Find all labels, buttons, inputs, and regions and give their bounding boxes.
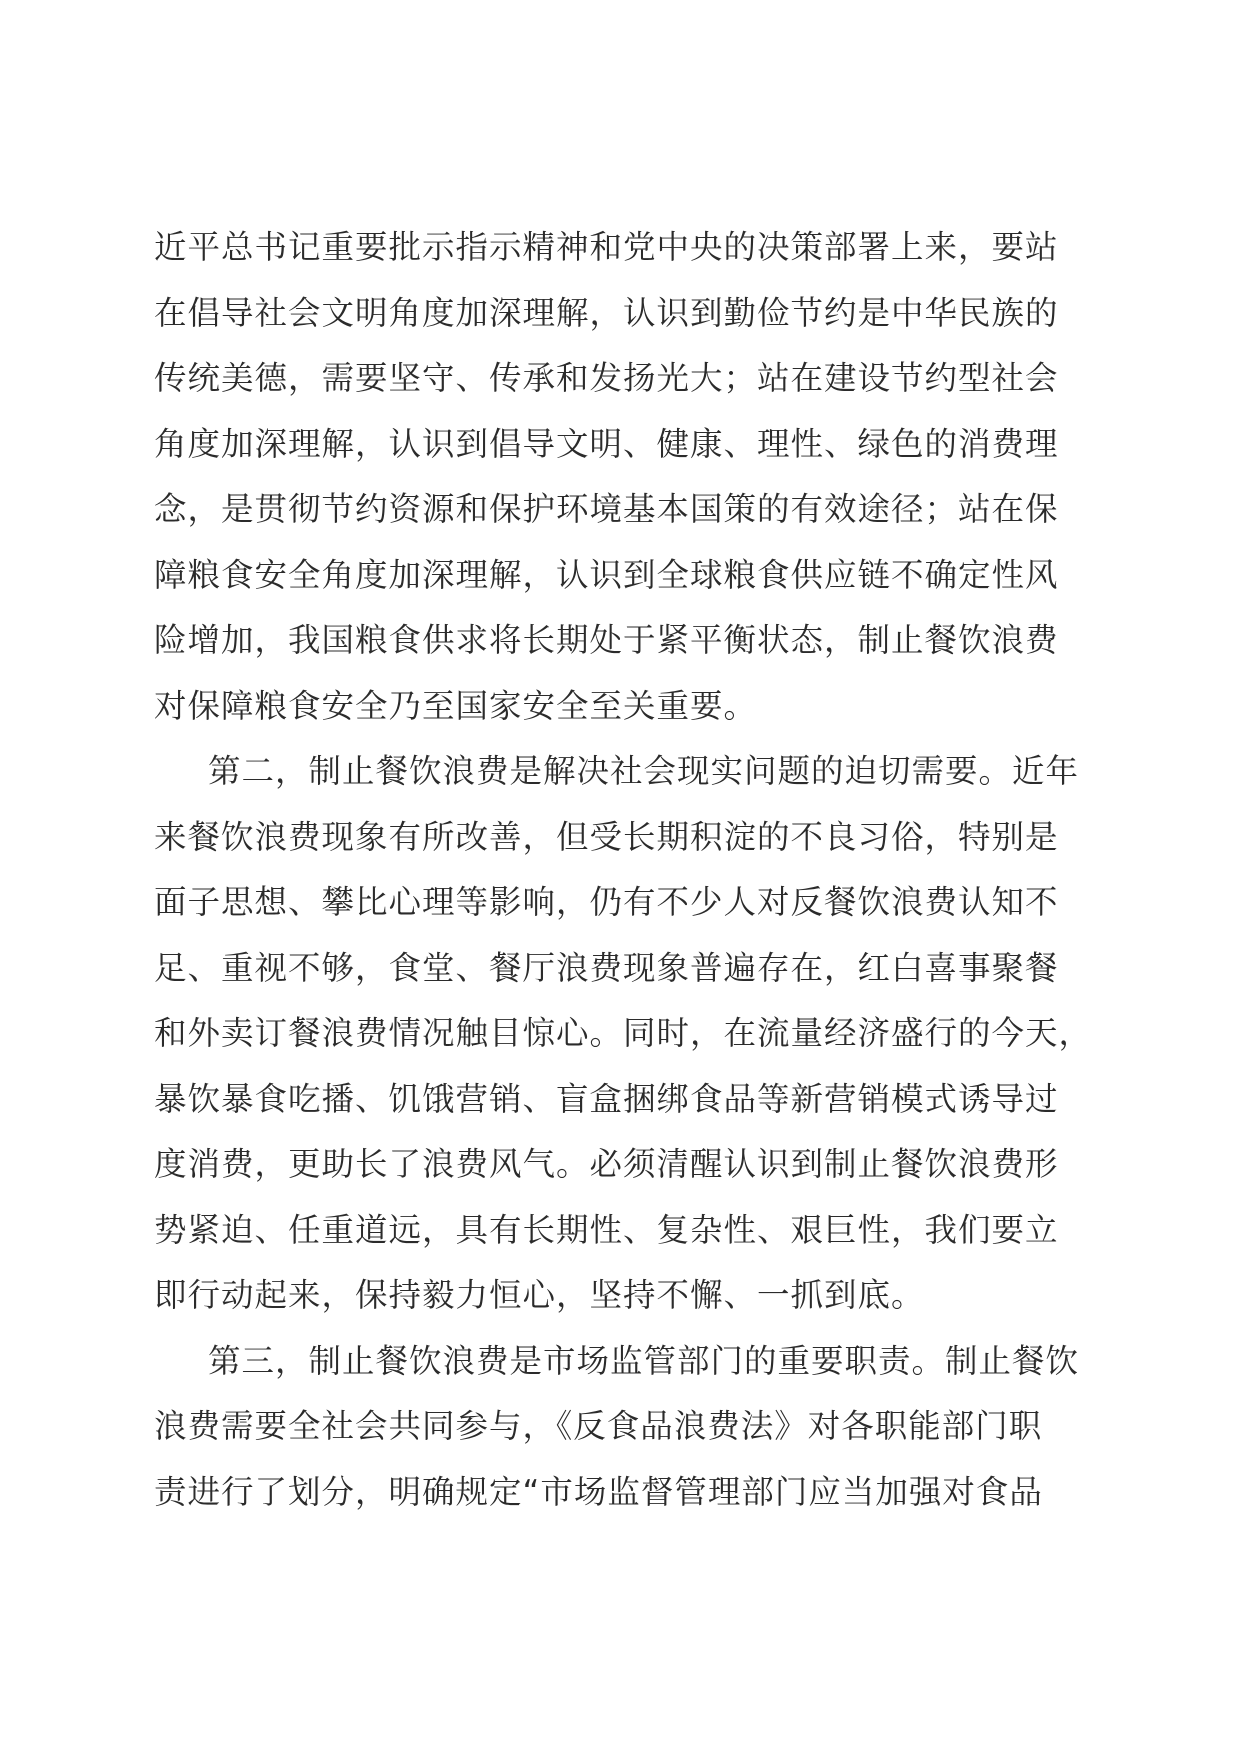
text-line: 来餐饮浪费现象有所改善，但受长期积淀的不良习俗，特别是 (154, 817, 1059, 856)
text-line: 势紧迫、任重道远，具有长期性、复杂性、艰巨性，我们要立 (154, 1210, 1059, 1249)
text-line-first: 第三，制止餐饮浪费是市场监管部门的重要职责。制止餐饮 (208, 1341, 1080, 1380)
text-line: 度消费，更助长了浪费风气。必须清醒认识到制止餐饮浪费形 (154, 1145, 1059, 1183)
text-line: 责进行了划分，明确规定“市场监督管理部门应当加强对食品 (154, 1472, 1043, 1511)
text-line-first: 第二，制止餐饮浪费是解决社会现实问题的迫切需要。近年 (208, 752, 1080, 790)
text-line: 障粮食安全角度加深理解，认识到全球粮食供应链不确定性风 (154, 555, 1059, 594)
text-line: 浪费需要全社会共同参与，《反食品浪费法》对各职能部门职 (154, 1407, 1043, 1445)
text-line: 和外卖订餐浪费情况触目惊心。同时，在流量经济盛行的今天， (154, 1014, 1093, 1052)
text-line: 在倡导社会文明角度加深理解，认识到勤俭节约是中华民族的 (154, 293, 1059, 332)
paragraph-2 (154, 739, 1094, 1329)
text-line: 传统美德，需要坚守、传承和发扬光大；站在建设节约型社会 (154, 359, 1059, 397)
text-line: 险增加，我国粮食供求将长期处于紧平衡状态，制止餐饮浪费 (154, 621, 1059, 659)
text-line: 对保障粮食安全乃至国家安全至关重要。 (154, 686, 758, 725)
document-body (154, 215, 1094, 1525)
text-line: 角度加深理解，认识到倡导文明、健康、理性、绿色的消费理 (154, 424, 1059, 463)
text-line: 面子思想、攀比心理等影响，仍有不少人对反餐饮浪费认知不 (154, 883, 1059, 921)
text-line: 足、重视不够，食堂、餐厅浪费现象普遍存在，红白喜事聚餐 (154, 948, 1059, 987)
text-line: 即行动起来，保持毅力恒心，坚持不懈、一抓到底。 (154, 1276, 925, 1314)
paragraph-1 (154, 215, 1094, 739)
text-line: 近平总书记重要批示指示精神和党中央的决策部署上来，要站 (154, 228, 1059, 266)
text-line: 暴饮暴食吃播、饥饿营销、盲盒捆绑食品等新营销模式诱导过 (154, 1079, 1059, 1118)
paragraph-3 (154, 1329, 1094, 1526)
text-line: 念，是贯彻节约资源和保护环境基本国策的有效途径；站在保 (154, 490, 1059, 528)
